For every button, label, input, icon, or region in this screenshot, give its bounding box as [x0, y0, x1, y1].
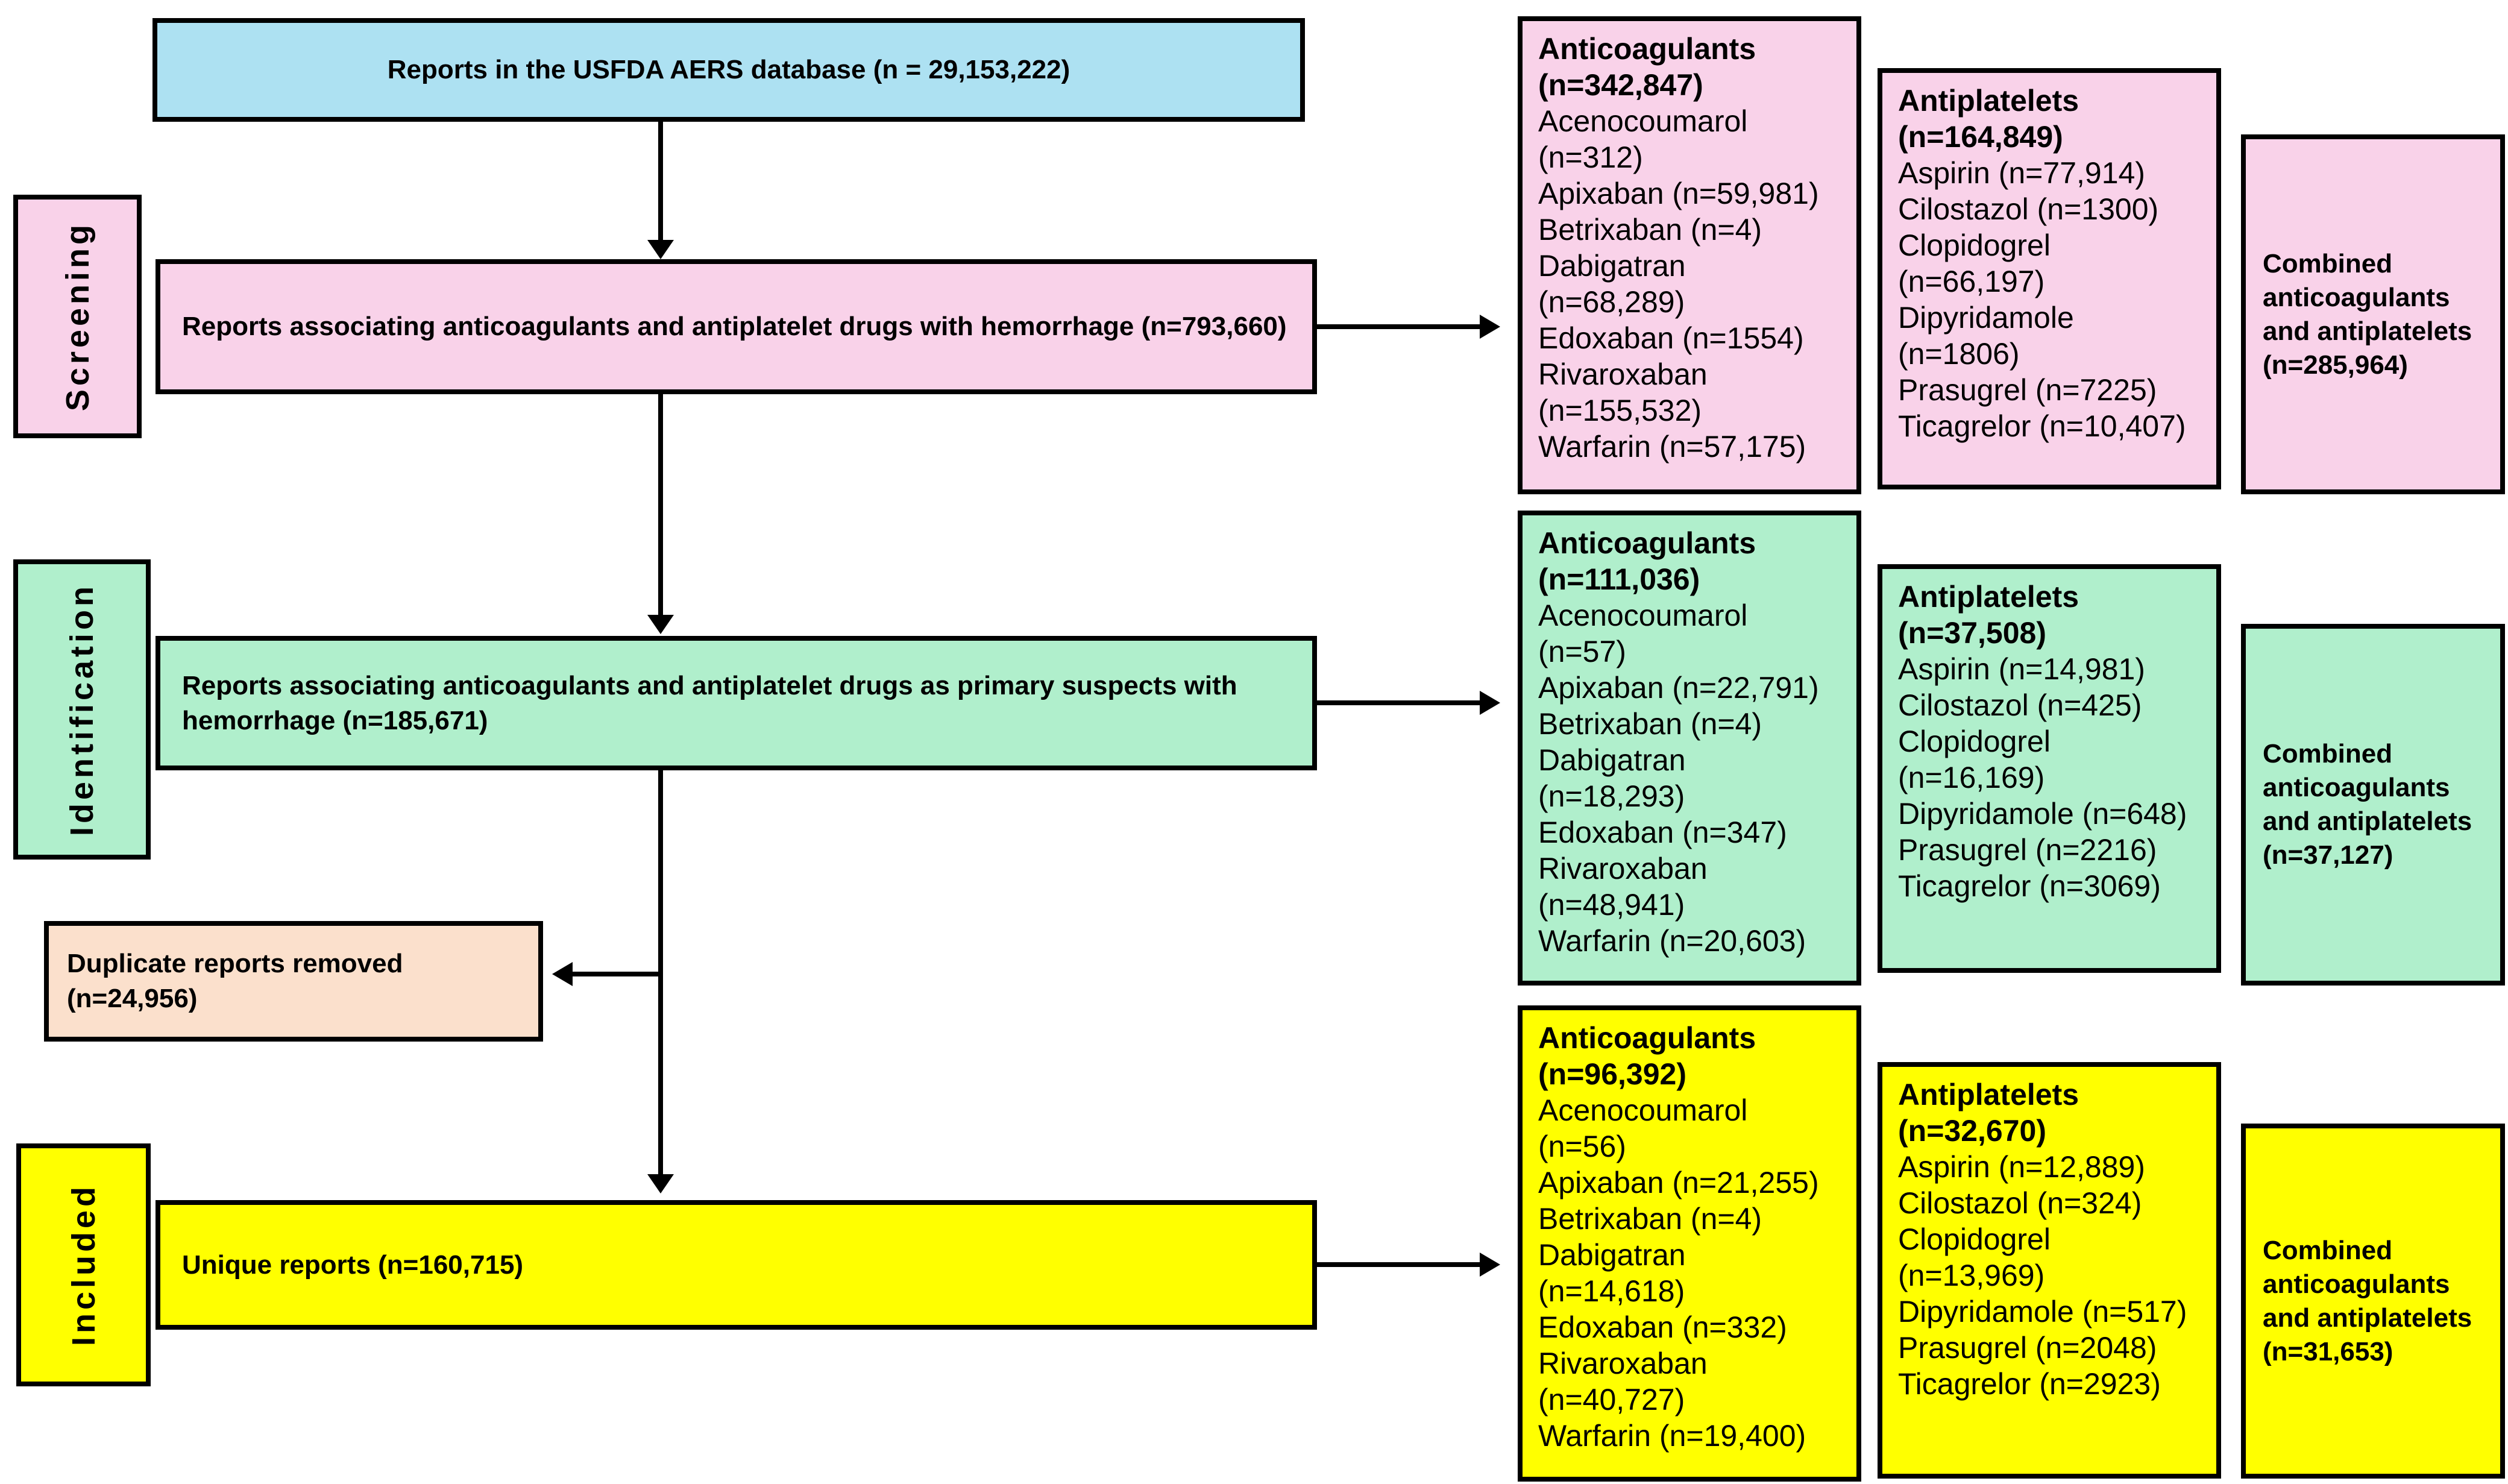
box-title: Anticoagulants [1538, 526, 1756, 560]
included-anticoagulants-box [1518, 1005, 1861, 1482]
drug-item: Prasugrel (n=7225) [1898, 373, 2157, 407]
drug-list [1898, 651, 2189, 904]
drug-item: Clopidogrel (n=16,169) [1898, 725, 2051, 794]
drug-item: Aspirin (n=12,889) [1898, 1150, 2145, 1184]
database-box-text: Reports in the USFDA AERS database (n = 29,153,222) [387, 55, 1070, 84]
arrow-screening-to-drugs-line [1317, 324, 1481, 329]
drug-item: Apixaban (n=22,791) [1538, 671, 1819, 705]
drug-item: Ticagrelor (n=10,407) [1898, 409, 2186, 443]
identification-box [156, 636, 1317, 770]
drug-item: Edoxaban (n=347) [1538, 816, 1787, 849]
drug-item: Ticagrelor (n=3069) [1898, 869, 2161, 903]
screening-anticoagulants-box [1518, 16, 1861, 494]
included-combined-box [2241, 1124, 2505, 1479]
drug-item: Warfarin (n=57,175) [1538, 430, 1806, 464]
drug-item: Warfarin (n=19,400) [1538, 1419, 1806, 1453]
drug-item: Dabigatran (n=68,289) [1538, 249, 1686, 319]
box-count: (n=32,670) [1898, 1114, 2046, 1148]
box-count: (n=96,392) [1538, 1057, 1686, 1091]
database-box [152, 18, 1305, 122]
stage-label-identification-text: Identification [64, 583, 100, 836]
duplicates-removed-box [44, 921, 543, 1042]
drug-list [1538, 1092, 1829, 1454]
identification-antiplatelets-box [1878, 564, 2221, 973]
arrow-screening-to-drugs-head [1480, 315, 1500, 339]
drug-item: Cilostazol (n=1300) [1898, 192, 2159, 226]
box-title: Antiplatelets [1898, 84, 2079, 118]
drug-item: Acenocoumarol (n=56) [1538, 1093, 1748, 1163]
drug-item: Prasugrel (n=2216) [1898, 833, 2157, 867]
stage-label-identification [13, 559, 151, 860]
drug-item: Rivaroxaban (n=48,941) [1538, 852, 1708, 922]
drug-item: Cilostazol (n=425) [1898, 688, 2142, 722]
drug-item: Ticagrelor (n=2923) [1898, 1367, 2161, 1401]
drug-item: Betrixaban (n=4) [1538, 213, 1762, 247]
identification-box-text: Reports associating anticoagulants and antiplatelet drugs as primary suspects with hemorrhage (n=185,671) [182, 670, 1237, 735]
drug-item: Aspirin (n=77,914) [1898, 156, 2145, 190]
drug-item: Betrixaban (n=4) [1538, 707, 1762, 741]
drug-item: Clopidogrel (n=13,969) [1898, 1222, 2051, 1292]
unique-reports-text: Unique reports (n=160,715) [182, 1250, 524, 1280]
stage-label-included-text: Included [65, 1183, 102, 1347]
box-count: (n=164,849) [1898, 120, 2063, 154]
screening-box [156, 259, 1317, 394]
screening-box-text: Reports associating anticoagulants and antiplatelet drugs with hemorrhage (n=793,660) [182, 312, 1287, 341]
combined-text: Combined anticoagulants and antiplatelets (n=37,127) [2263, 739, 2472, 870]
arrow-screening-to-identification-line [658, 394, 663, 616]
box-count: (n=37,508) [1898, 616, 2046, 650]
drug-item: Edoxaban (n=1554) [1538, 321, 1804, 355]
drug-list [1538, 597, 1829, 959]
drug-list [1898, 1149, 2189, 1402]
arrow-database-to-screening-head [647, 240, 674, 259]
drug-item: Dabigatran (n=18,293) [1538, 743, 1686, 813]
box-title: Anticoagulants [1538, 32, 1756, 66]
arrow-identification-to-drugs-line [1317, 700, 1481, 705]
included-antiplatelets-box [1878, 1062, 2221, 1479]
drug-item: Apixaban (n=21,255) [1538, 1166, 1819, 1199]
stage-label-screening-text: Screening [59, 221, 96, 412]
drug-item: Rivaroxaban (n=40,727) [1538, 1347, 1708, 1416]
drug-item: Warfarin (n=20,603) [1538, 924, 1806, 958]
arrow-screening-to-identification-head [647, 615, 674, 634]
arrow-unique-to-drugs-head [1480, 1253, 1500, 1277]
drug-item: Aspirin (n=14,981) [1898, 652, 2145, 686]
drug-item: Dabigatran (n=14,618) [1538, 1238, 1686, 1308]
arrow-unique-to-drugs-line [1317, 1262, 1481, 1267]
box-title: Antiplatelets [1898, 1078, 2079, 1111]
box-count: (n=342,847) [1538, 68, 1703, 102]
drug-list [1538, 103, 1829, 465]
box-title: Antiplatelets [1898, 580, 2079, 614]
drug-item: Dipyridamole (n=517) [1898, 1295, 2187, 1328]
box-count: (n=111,036) [1538, 562, 1700, 596]
drug-item: Acenocoumarol (n=312) [1538, 104, 1748, 174]
drug-item: Dipyridamole (n=648) [1898, 797, 2187, 831]
drug-item: Clopidogrel (n=66,197) [1898, 228, 2051, 298]
identification-combined-box [2241, 624, 2505, 986]
drug-item: Acenocoumarol (n=57) [1538, 599, 1748, 668]
arrow-identification-to-unique-head [647, 1174, 674, 1193]
arrow-database-to-screening-line [658, 122, 663, 242]
arrow-duplicates-head [552, 962, 573, 986]
drug-item: Cilostazol (n=324) [1898, 1186, 2142, 1220]
screening-combined-box [2241, 134, 2505, 494]
unique-reports-box [156, 1200, 1317, 1330]
box-title: Anticoagulants [1538, 1021, 1756, 1055]
stage-label-included [16, 1143, 151, 1386]
drug-item: Apixaban (n=59,981) [1538, 177, 1819, 210]
identification-anticoagulants-box [1518, 511, 1861, 986]
stage-label-screening [13, 195, 142, 438]
arrow-duplicates-line [571, 972, 663, 976]
drug-item: Prasugrel (n=2048) [1898, 1331, 2157, 1365]
combined-text: Combined anticoagulants and antiplatelets (n=285,964) [2263, 248, 2472, 380]
drug-item: Betrixaban (n=4) [1538, 1202, 1762, 1236]
drug-item: Rivaroxaban (n=155,532) [1538, 357, 1708, 427]
drug-list [1898, 155, 2189, 444]
drug-item: Edoxaban (n=332) [1538, 1310, 1787, 1344]
screening-antiplatelets-box [1878, 68, 2221, 489]
combined-text: Combined anticoagulants and antiplatelets (n=31,653) [2263, 1235, 2472, 1366]
duplicates-removed-text: Duplicate reports removed (n=24,956) [67, 949, 403, 1013]
arrow-identification-to-drugs-head [1480, 691, 1500, 715]
drug-item: Dipyridamole (n=1806) [1898, 301, 2074, 371]
